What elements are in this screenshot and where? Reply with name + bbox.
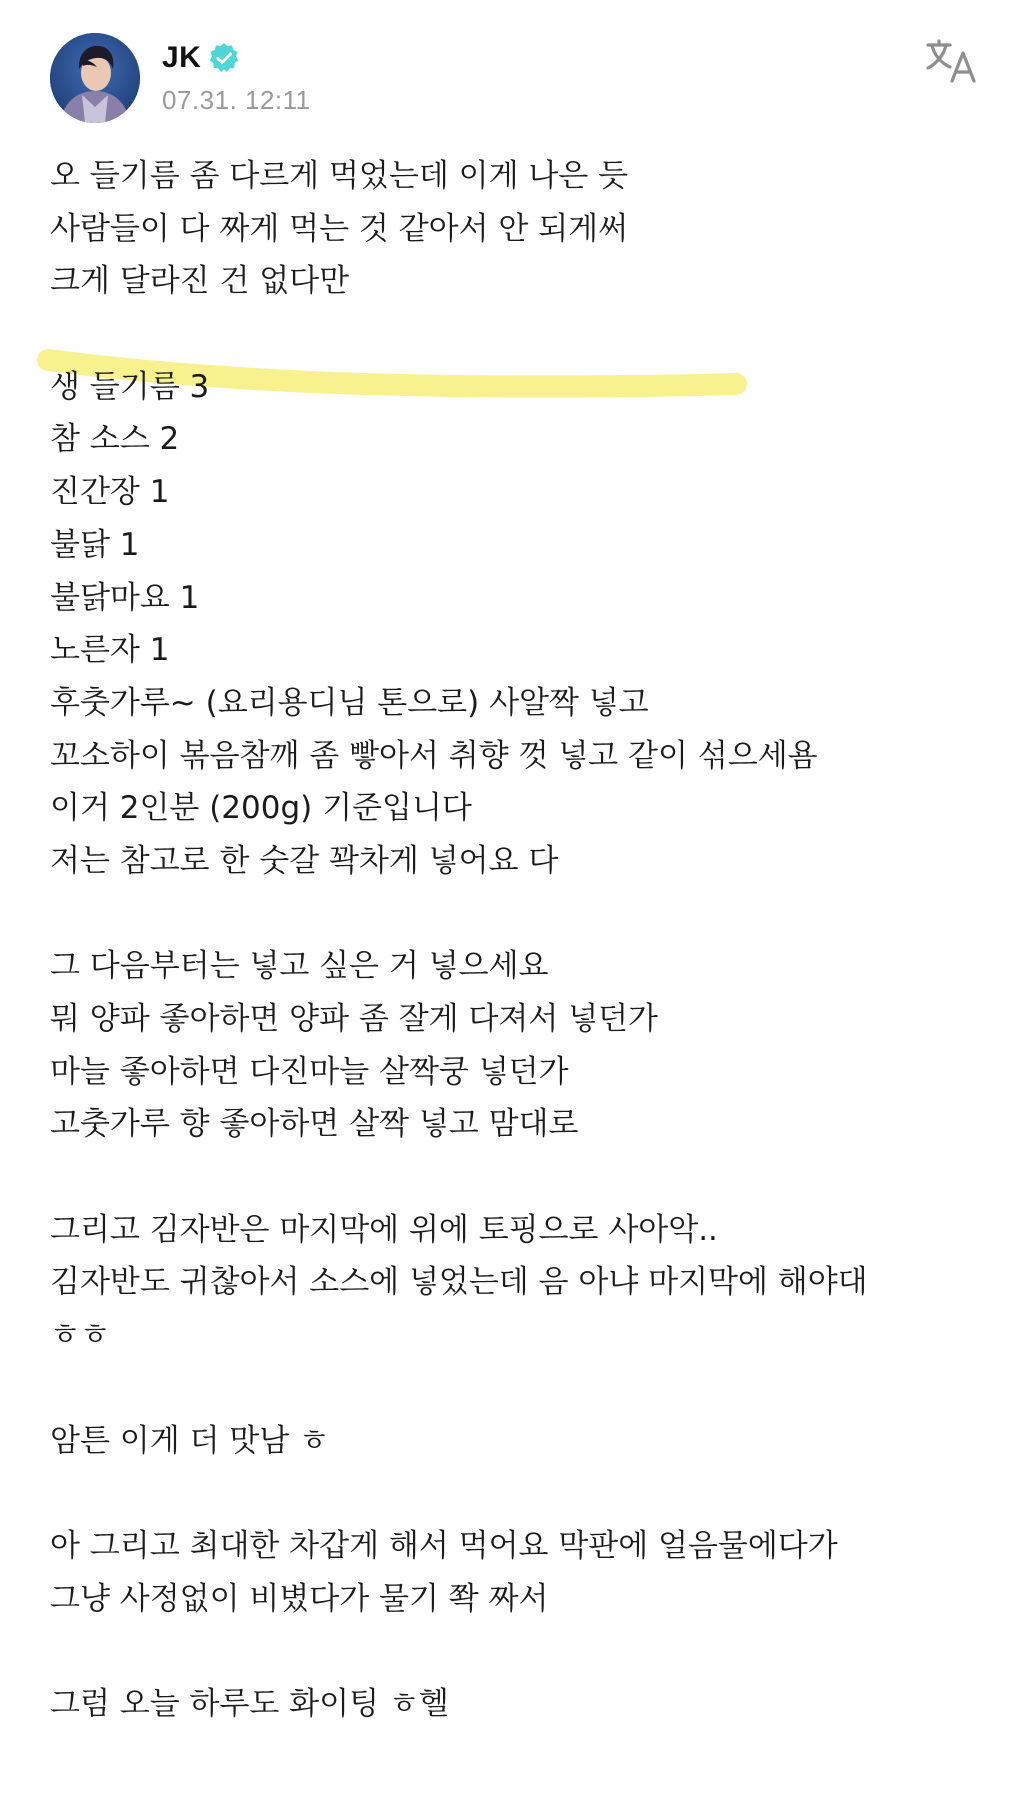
text-line: 그 다음부터는 넣고 싶은 거 넣으세요 [50,948,549,985]
text-line: 뭐 양파 좋아하면 양파 좀 잘게 다져서 넣던가 [50,1001,659,1037]
author-name[interactable]: JK [162,41,202,74]
text-line: 후춧가루~ (요리용디님 톤으로) 사알짝 넣고 [50,684,649,721]
profile-avatar[interactable] [50,33,140,123]
author-block [162,37,311,116]
blank-line [50,1467,990,1520]
text-line: 오 들기름 좀 다르게 먹었는데 이게 나은 듯 [50,158,629,194]
text-line: 이거 2인분 (200g) 기준입니다 [50,790,472,827]
text-line: 꼬소하이 볶음참깨 좀 빻아서 취향 껏 넣고 같이 섞으세욤 [50,737,818,774]
post-timestamp: 07.31. 12:11 [162,85,311,115]
text-line: 사람들이 다 짜게 먹는 것 같아서 안 되게써 [50,210,629,247]
avatar-image [50,33,140,123]
blank-line [50,308,990,361]
text-line: 고춧가루 향 좋아하면 살짝 넣고 맘대로 [50,1106,579,1143]
text-line: 크게 달라진 건 없다만 [50,263,350,300]
blank-line [50,1625,990,1678]
blank-line [50,1151,990,1204]
text-line: 그냥 사정없이 비볐다가 물기 쫙 짜서 [50,1580,549,1617]
text-line: 아 그리고 최대한 차갑게 해서 먹어요 막판에 얼음물에다가 [50,1527,838,1564]
text-line: 마늘 좋아하면 다진마늘 살짝쿵 넣던가 [50,1053,569,1090]
text-line: 불닭마요 1 [50,579,200,616]
text-line: 김자반도 귀찮아서 소스에 넣었는데 음 아냐 마지막에 해야대 [50,1264,868,1301]
blank-line [50,888,990,941]
author-row [162,37,311,79]
post-text [50,150,990,1731]
text-line: 불닭 1 [50,526,140,563]
text-line: 저는 참고로 한 숫갈 꽉차게 넣어요 다 [50,842,559,879]
post-header [50,33,980,125]
verified-badge-icon [207,41,241,75]
text-line: 그리고 김자반은 마지막에 위에 토핑으로 사아악.. [50,1211,718,1248]
text-line: 생 들기름 3 [50,368,210,405]
text-line: 진간장 1 [50,474,170,511]
text-line: ㅎㅎ [50,1317,110,1354]
text-line: 그럼 오늘 하루도 화이팅 ㅎ헬 [50,1685,449,1722]
post-body [50,150,990,1731]
blank-line [50,1362,990,1415]
text-line: 노른자 1 [50,632,170,669]
text-line: 암튼 이게 더 맛남 ㅎ [50,1422,329,1459]
text-line: 참 소스 2 [50,421,180,458]
translate-icon[interactable] [924,37,980,85]
